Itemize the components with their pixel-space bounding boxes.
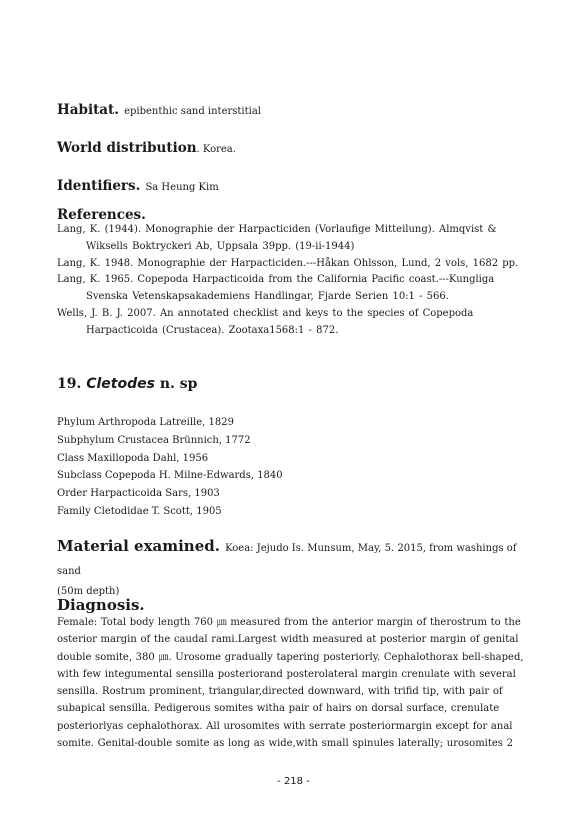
taxonomy-line: Order Harpacticoida Sars, 1903 [57, 488, 220, 500]
reference-line: Wells, J. B. J. 2007. An annotated checklist and keys to the species of Copepoda [57, 307, 474, 319]
species-heading [57, 376, 535, 392]
reference-line: Svenska Vetenskapsakademiens Handlingar, Fjarde Serien 10:1 - 566. [86, 291, 449, 303]
material-label: Material examined. [57, 537, 220, 555]
reference-item [57, 306, 535, 340]
species-suffix: n. sp [159, 376, 198, 392]
diagnosis-text [57, 614, 535, 752]
page-number: - 218 - [277, 776, 310, 787]
distribution-value: . Korea. [196, 144, 236, 155]
taxonomy-line: Subphylum Crustacea Brünnich, 1772 [57, 434, 251, 446]
reference-item [57, 256, 535, 273]
diagnosis-line: Female: Total body length 760 ㎛ measured from the anterior margin of therostrum to the [57, 617, 521, 628]
habitat-label: Habitat. [57, 102, 119, 118]
diagnosis-line: sensilla. Rostrum prominent, triangular,directed downward, with trifid tip, with pair of [57, 686, 503, 698]
species-number: 19. [57, 376, 82, 392]
material-value: Koea: Jejudo Is. Munsum, May, 5. 2015, from washings of sand [57, 543, 517, 577]
references-heading [57, 204, 535, 223]
reference-line: Wiksells Boktryckeri Ab, Uppsala 39pp. (19-ii-1944) [86, 240, 355, 252]
references-label: References. [57, 207, 146, 223]
diagnosis-line: subapical sensilla. Pedigerous somites witha pair of hairs on dorsal surface, crenulate [57, 703, 500, 715]
reference-line: Lang, K. 1965. Copepoda Harpacticoida from the California Pacific coast.---Kungliga [57, 274, 495, 286]
identifiers-line [57, 175, 535, 194]
habitat-value: epibenthic sand interstitial [124, 106, 262, 117]
diagnosis-heading [57, 595, 535, 614]
taxonomy-line: Class Maxillopoda Dahl, 1956 [57, 452, 209, 464]
taxonomy-line: Subclass Copepoda H. Milne-Edwards, 1840 [57, 470, 283, 482]
distribution-line [57, 137, 535, 156]
habitat-line [57, 99, 535, 118]
identifiers-value: Sa Heung Kim [145, 182, 219, 193]
reference-line: Harpacticoida (Crustacea). Zootaxa1568:1 - 872. [86, 324, 339, 336]
diagnosis-line: somite. Genital-double somite as long as wide,with small spinules laterally; urosomites 2 [57, 738, 513, 750]
taxonomy-list [57, 414, 535, 521]
diagnosis-label: Diagnosis. [57, 596, 145, 614]
taxonomy-line: Family Cletodidae T. Scott, 1905 [57, 505, 222, 517]
diagnosis-line: double somite, 380 ㎛. Urosome gradually tapering posteriorly. Cephalothorax bell-shaped, [57, 651, 524, 663]
taxonomy-line: Phylum Arthropoda Latreille, 1829 [57, 417, 234, 428]
diagnosis-line: posteriorlyas cephalothorax. All urosomites with serrate posteriormargin except for anal [57, 720, 513, 732]
reference-item [57, 272, 535, 306]
identifiers-label: Identifiers. [57, 178, 141, 194]
diagnosis-line: with few integumental sensilla posteriorand posterolateral margin crenulate with several [57, 668, 516, 680]
species-genus: Cletodes [86, 376, 155, 392]
reference-line: Lang, K. (1944). Monographie der Harpacticiden (Vorlaufige Mitteilung). Almqvist & [57, 224, 497, 235]
material-value-cont: (50m depth) [57, 586, 120, 597]
material-block [57, 536, 535, 602]
references-list [57, 222, 535, 340]
reference-line: Lang, K. 1948. Monographie der Harpacticiden.---Håkan Ohlsson, Lund, 2 vols, 1682 pp. [57, 257, 519, 269]
distribution-label: World distribution [57, 140, 197, 156]
reference-item [57, 222, 535, 256]
diagnosis-line: osterior margin of the caudal rami.Largest width measured at posterior margin of genital [57, 634, 519, 646]
